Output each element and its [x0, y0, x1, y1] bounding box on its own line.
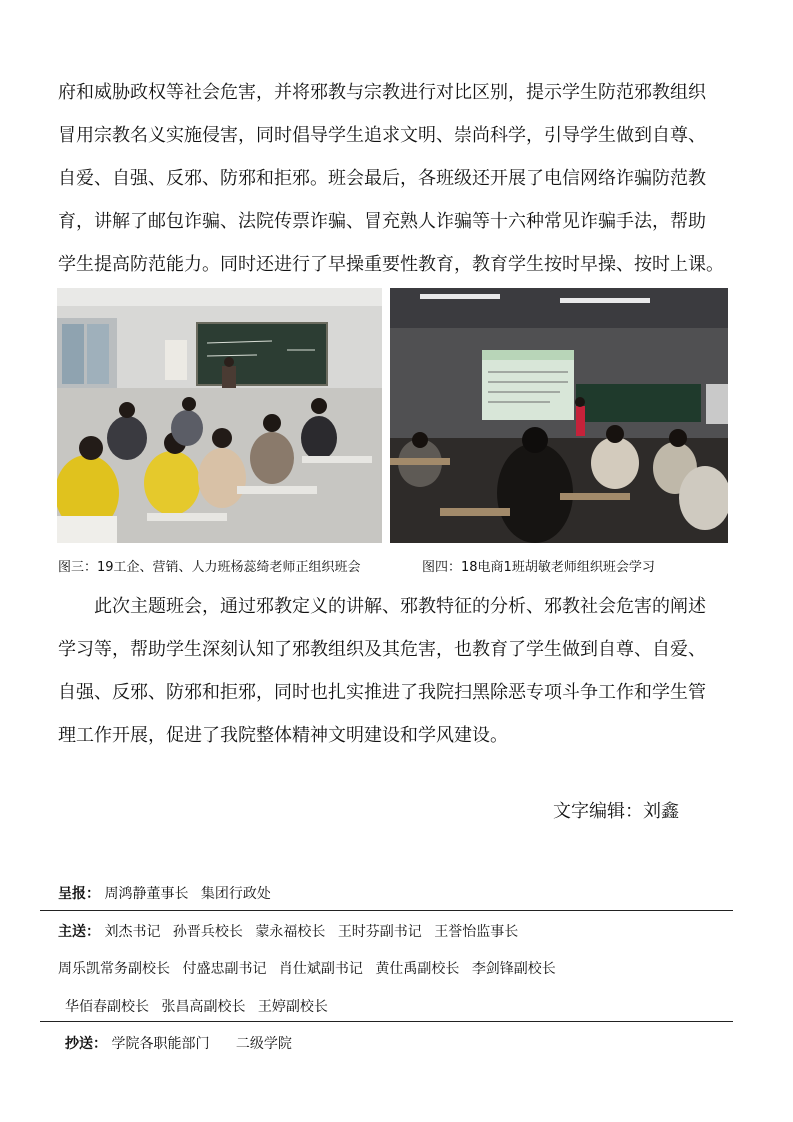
- recipient: 李剑锋副校长: [471, 961, 556, 977]
- recipient: 蒙永福校长: [255, 924, 326, 940]
- text-line: 府和威胁政权等社会危害，并将邪教与宗教进行对比区别，提示学生防范邪教组织: [58, 82, 706, 103]
- classroom-photo-4: [390, 288, 728, 543]
- recipient: 张昌高副校长: [161, 999, 246, 1015]
- recipient: 周鸿静董事长: [104, 886, 189, 902]
- main-recipients-line-3: [65, 996, 336, 1016]
- text-editor-credit: 文字编辑：刘鑫: [553, 801, 679, 822]
- recipient: 王时芬副书记: [337, 924, 422, 940]
- recipient: 王婷副校长: [257, 999, 328, 1015]
- recipient: 二级学院: [235, 1036, 292, 1052]
- recipient: 学院各职能部门: [111, 1036, 210, 1052]
- report-label: 呈报：: [58, 886, 100, 902]
- report-line: [58, 883, 279, 903]
- recipient: 黄仕禹副校长: [375, 961, 460, 977]
- text-line: 自爱、自强、反邪、防邪和拒邪。班会最后，各班级还开展了电信网络诈骗防范教: [58, 168, 706, 189]
- body-paragraph-1: [58, 71, 748, 286]
- recipient: 孙晋兵校长: [172, 924, 243, 940]
- recipient: 华佰春副校长: [65, 999, 149, 1015]
- text-line: 学生提高防范能力。同时还进行了早操重要性教育，教育学生按时早操、按时上课。: [58, 254, 724, 275]
- recipient: 集团行政处: [200, 886, 271, 902]
- text-line: 冒用宗教名义实施侵害，同时倡导学生追求文明、崇尚科学，引导学生做到自尊、: [58, 125, 706, 146]
- divider: [40, 910, 733, 911]
- body-paragraph-2: [58, 585, 748, 757]
- recipient: 王誉怡监事长: [434, 924, 519, 940]
- recipient: 周乐凯常务副校长: [58, 961, 170, 977]
- text-line: 学习等，帮助学生深刻认知了邪教组织及其危害，也教育了学生做到自尊、自爱、: [58, 639, 706, 660]
- recipient: 付盛忠副书记: [182, 961, 267, 977]
- text-line: 自强、反邪、防邪和拒邪，同时也扎实推进了我院扫黑除恶专项斗争工作和学生管: [58, 682, 706, 703]
- text-line: 理工作开展，促进了我院整体精神文明建设和学风建设。: [58, 725, 508, 746]
- divider: [40, 1021, 733, 1022]
- recipient: 肖仕斌副书记: [278, 961, 363, 977]
- main-label: 主送：: [58, 924, 100, 940]
- text-line: 育，讲解了邮包诈骗、法院传票诈骗、冒充熟人诈骗等十六种常见诈骗手法，帮助: [58, 211, 706, 232]
- classroom-photo-3: [57, 288, 382, 543]
- copy-line: [65, 1033, 300, 1053]
- figure-caption-4: 图四：18电商1班胡敏老师组织班会学习: [422, 560, 655, 575]
- main-recipients-line-2: [58, 958, 564, 978]
- text-line: 此次主题班会，通过邪教定义的讲解、邪教特征的分析、邪教社会危害的阐述: [58, 596, 706, 617]
- copy-label: 抄送：: [65, 1036, 107, 1052]
- main-recipients-line-1: [58, 921, 526, 941]
- recipient: 刘杰书记: [104, 924, 161, 940]
- figure-caption-3: 图三：19工企、营销、人力班杨蕊绮老师正组织班会: [58, 560, 361, 575]
